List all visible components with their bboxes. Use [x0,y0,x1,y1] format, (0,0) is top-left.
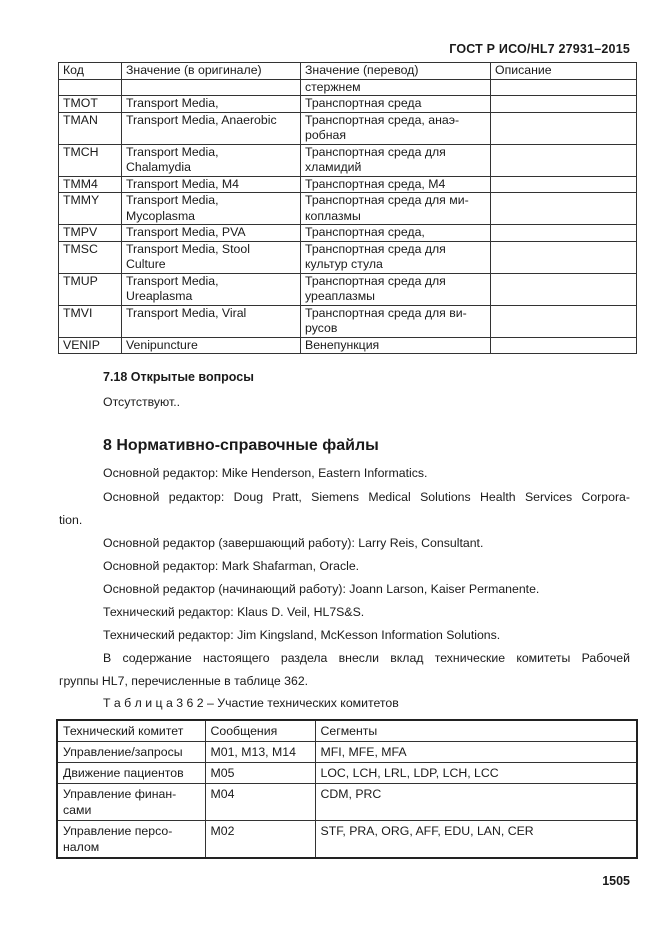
translation-line: Транспортная среда для [305,273,446,288]
segments-cell: CDM, PRC [315,784,637,821]
table-row [57,742,637,763]
code-cell: TMOT [59,96,122,113]
translation-line: коплазмы [305,208,361,223]
code-cell: TMSC [59,241,122,273]
table-row [59,79,637,96]
code-cell: TMPV [59,225,122,242]
translation-line: русов [305,321,338,335]
translation-line: культур стула [305,257,383,271]
original-line: Mycoplasma [126,208,196,223]
codes-table [58,62,637,354]
code-cell: TMUP [59,273,122,305]
description-cell [491,225,637,242]
translation-line: уреаплазмы [305,289,375,303]
paragraph-line: В содержание настоящего раздела внесли вклад технические комитеты Рабочей [103,651,630,665]
codes-table-header-row [59,63,637,80]
committees-table-header-row [57,720,637,742]
translation-cell: стержнем [301,79,491,96]
translation-cell: Транспортная среда, M4 [301,176,491,193]
translation-line: Транспортная среда, анаэ- [305,112,460,127]
paragraph-line: Основной редактор: Doug Pratt, Siemens Medical Solutions Health Services Corpora- [103,490,630,504]
translation-cell [301,273,491,305]
description-cell [491,193,637,225]
section-7-18-text: Отсутствуют.. [103,395,181,409]
header-original: Значение (в оригинале) [122,63,301,80]
original-cell: Venipuncture [122,337,301,354]
committee-cell [57,784,205,821]
table-row [57,763,637,784]
header-committee: Технический комитет [57,720,205,742]
original-line: Transport Media, [126,273,219,288]
code-cell: TMMY [59,193,122,225]
code-cell: VENIP [59,337,122,354]
original-cell: Transport Media, Viral [122,305,301,337]
committee-line: сами [63,803,92,817]
translation-cell [301,305,491,337]
description-cell [491,144,637,176]
translation-cell [301,241,491,273]
table-row [59,193,637,225]
original-line: Ureaplasma [126,289,193,303]
original-cell [122,144,301,176]
code-cell: TMAN [59,112,122,144]
description-cell [491,112,637,144]
original-line: Culture [126,257,166,271]
paragraph-line: Основной редактор: Mike Henderson, Eastern Informatics. [103,466,428,480]
table-row [59,225,637,242]
code-cell: TMM4 [59,176,122,193]
description-cell [491,241,637,273]
translation-line: Транспортная среда для ви- [305,305,467,320]
header-messages: Сообщения [205,720,315,742]
committee-line: Управление финан- [63,787,177,801]
section-7-18-heading: 7.18 Открытые вопросы [103,370,254,384]
messages-cell: M04 [205,784,315,821]
translation-line: Транспортная среда для [305,144,446,159]
table-row [59,96,637,113]
translation-cell: Венепункция [301,337,491,354]
paragraph-line: Технический редактор: Klaus D. Veil, HL7S&S. [103,605,365,619]
description-cell [491,96,637,113]
translation-line: хламидий [305,160,362,174]
original-cell [122,241,301,273]
code-cell [59,79,122,96]
segments-cell: STF, PRA, ORG, AFF, EDU, LAN, CER [315,821,637,859]
messages-cell: M05 [205,763,315,784]
table-row [59,337,637,354]
paragraph-line: Основной редактор (начинающий работу): Joann Larson, Kaiser Permanente. [103,582,540,596]
table-row [57,821,637,859]
table-row [59,241,637,273]
segments-cell: MFI, MFE, MFA [315,742,637,763]
page-number: 1505 [602,874,630,888]
translation-line: робная [305,128,347,142]
messages-cell: M02 [205,821,315,859]
paragraph-line: tion. [59,513,83,527]
paragraph-line: Технический редактор: Jim Kingsland, McKesson Information Solutions. [103,628,501,642]
original-cell: Transport Media, Anaerobic [122,112,301,144]
committee-line: налом [63,840,100,854]
table-row [59,144,637,176]
paragraph-line: группы HL7, перечисленные в таблице 362. [59,674,309,688]
header-description: Описание [491,63,637,80]
table-row [59,176,637,193]
description-cell [491,305,637,337]
original-cell [122,79,301,96]
translation-cell [301,144,491,176]
original-cell: Transport Media, PVA [122,225,301,242]
original-line: Chalamydia [126,160,191,174]
table-row [59,273,637,305]
description-cell [491,176,637,193]
messages-cell: M01, M13, M14 [205,742,315,763]
header-translation: Значение (перевод) [301,63,491,80]
header-segments: Сегменты [315,720,637,742]
document-standard-header: ГОСТ Р ИСО/HL7 27931–2015 [449,42,630,56]
original-cell [122,193,301,225]
translation-cell [301,193,491,225]
section-8-heading: 8 Нормативно-справочные файлы [103,437,379,454]
table-row [59,305,637,337]
original-cell [122,273,301,305]
committee-cell: Движение пациентов [57,763,205,784]
paragraph-line: Основной редактор (завершающий работу): Larry Reis, Consultant. [103,536,484,550]
committee-cell [57,821,205,859]
description-cell [491,337,637,354]
committees-table [56,719,638,859]
translation-line: Транспортная среда для [305,241,446,256]
translation-cell: Транспортная среда [301,96,491,113]
code-cell: TMVI [59,305,122,337]
original-line: Transport Media, [126,144,219,159]
original-cell: Transport Media, M4 [122,176,301,193]
original-line: Transport Media, Stool [126,241,250,256]
table-row [59,112,637,144]
original-line: Transport Media, [126,193,219,207]
header-code: Код [59,63,122,80]
committee-cell: Управление/запросы [57,742,205,763]
table-row [57,784,637,821]
segments-cell: LOC, LCH, LRL, LDP, LCH, LCC [315,763,637,784]
table-362-caption: Т а б л и ц а 3 6 2 – Участие технических комитетов [103,696,399,710]
translation-line: Транспортная среда для ми- [305,193,469,207]
paragraph-line: Основной редактор: Mark Shafarman, Oracle. [103,559,360,573]
original-cell: Transport Media, [122,96,301,113]
code-cell: TMCH [59,144,122,176]
description-cell [491,273,637,305]
translation-cell [301,112,491,144]
description-cell [491,79,637,96]
translation-cell: Транспортная среда, [301,225,491,242]
committee-line: Управление персо- [63,824,173,838]
